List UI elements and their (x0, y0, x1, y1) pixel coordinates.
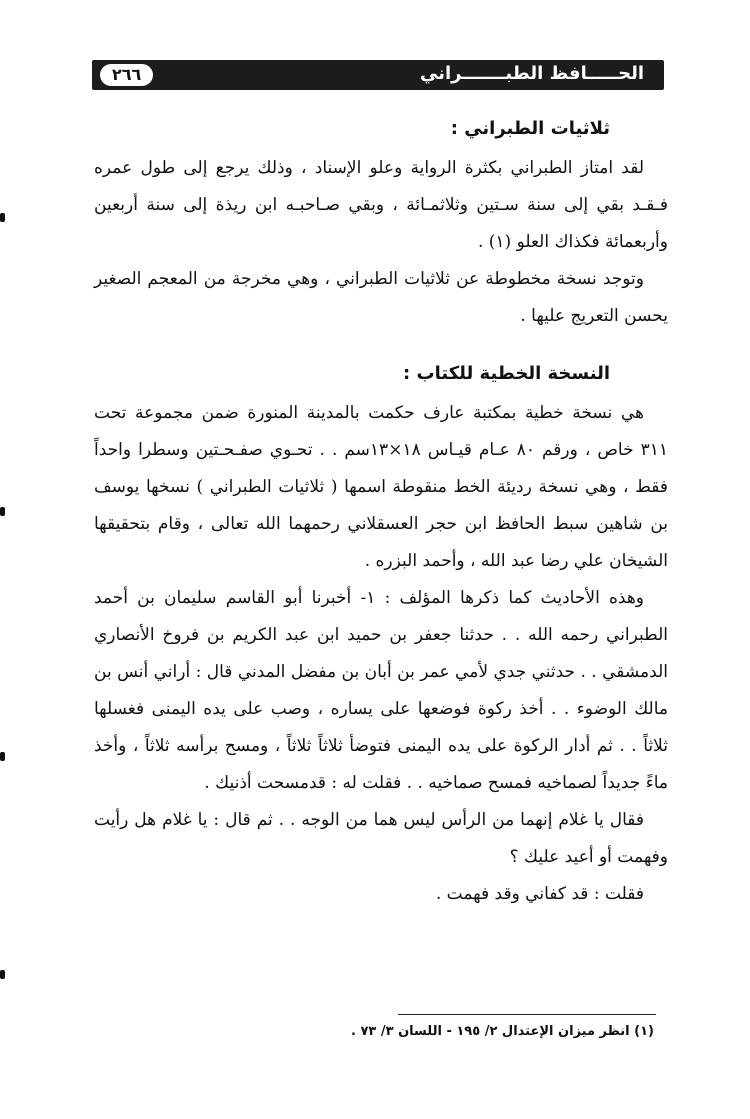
paragraph: وتوجد نسخة مخطوطة عن ثلاثيات الطبراني ، وهي مخرجة من المعجم الصغير يحسن التعريج عليها . (94, 269, 668, 326)
margin-mark (0, 970, 5, 979)
paragraph: وهذه الأحاديث كما ذكرها المؤلف : ١- أخبرنا أبو القاسم سليمان بن أحمد الطبراني رحمه الله . . حدثنا جعفر بن حميد ابن عبد الكريم بن فروخ الأنصاري الدمشقي . . حدثني جدي لأمي عمر بن أبان بن مفضل المدني قال : أراني أنس بن مالك الوضوء . . أخذ ركوة فوضعها على يساره ، وصب على يده اليمنى فغسلها ثلاثاً . . ثم أدار الركوة على يده اليمنى فتوضأ ثلاثاً ثلاثاً ، ومسح برأسه ثلاثاً ، وأخذ ماءً جديداً لصماخيه فمسح صماخيه . . فقلت له : قدمسحت أذنيك . (94, 588, 668, 793)
paragraph: لقد امتاز الطبراني بكثرة الرواية وعلو الإسناد ، وذلك يرجع إلى طول عمره فـقـد بقي إلى سنة سـتين وثلاثمـائة ، وبقي صـاحبـه ابن ريذة إلى سنة أربعين وأربعمائة فكذاك العلو (١) . (94, 158, 668, 252)
paragraph: فقلت : قد كفاني وقد فهمت . (435, 884, 644, 904)
footnote: (١) انظر ميزان الإعتدال ٢/ ١٩٥ - اللسان ٣/ ٧٣ . (350, 1024, 654, 1039)
running-header (92, 60, 664, 90)
paragraph: هي نسخة خطية بمكتبة عارف حكمت بالمدينة المنورة ضمن مجموعة تحت ٣١١ خاص ، ورقم ٨٠ عـام قيـاس ١٨×١٣سم . . تحـوي صفـحـتين وسطرا واحداً فقط ، وهي نسخة رديئة الخط منقوطة اسمها ( ثلاثيات الطبراني ) نسخها يوسف بن شاهين سبط الحافظ ابن حجر العسقلاني رحمهما الله تعالى ، وقام بتحقيقها الشيخان علي رضا عبد الله ، وأحمد البزره . (94, 403, 668, 571)
section-heading-tholathiyat: ثلاثيات الطبراني : (450, 118, 610, 139)
margin-mark (0, 507, 5, 516)
footnote-divider (398, 1014, 656, 1015)
header-title: الحـــــافظ الطبـــــــراني (420, 63, 644, 84)
main-text (94, 108, 668, 913)
paragraph: فقال يا غلام إنهما من الرأس ليس هما من الوجه . . ثم قال : يا غلام هل رأيت وفهمت أو أعيد عليك ؟ (94, 810, 668, 867)
section-heading-manuscript: النسخة الخطية للكتاب : (403, 363, 610, 384)
page-number: ٢٦٦ (100, 64, 153, 86)
margin-mark (0, 752, 5, 761)
margin-mark (0, 213, 5, 222)
